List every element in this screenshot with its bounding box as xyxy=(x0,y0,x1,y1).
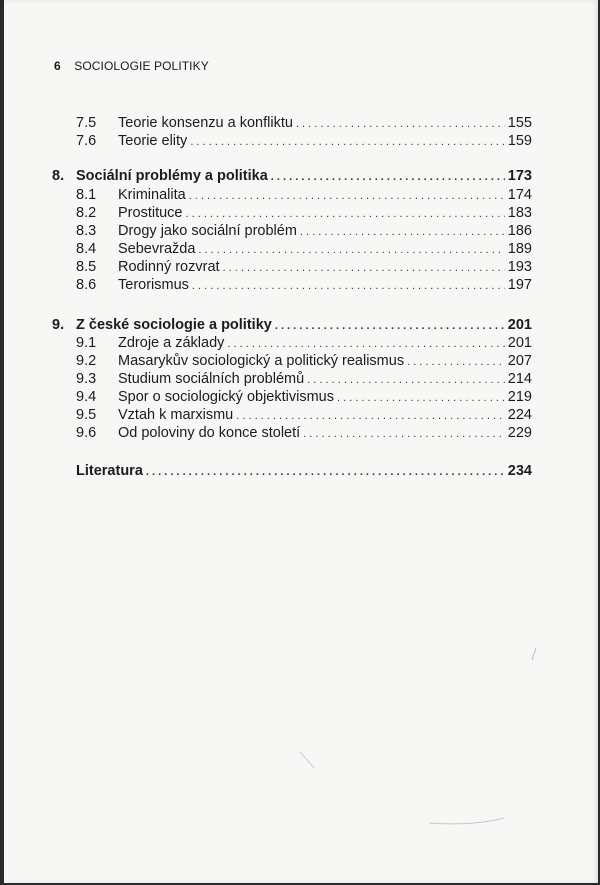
toc-entry-title: Od poloviny do konce století xyxy=(118,425,301,441)
toc-entry-number: 9.4 xyxy=(76,389,97,405)
toc-entry-number: 8.1 xyxy=(76,187,97,203)
toc-entry-number: 8.2 xyxy=(76,205,97,221)
toc-entry-number: 9.1 xyxy=(76,335,97,351)
toc-entry-page: 189 xyxy=(507,241,532,257)
page-scuff-marks xyxy=(4,0,598,883)
toc-entry-page: 214 xyxy=(507,371,532,387)
toc-entry-page: 224 xyxy=(507,407,532,423)
toc-entry-title: Studium sociálních problémů xyxy=(118,371,305,387)
book-page xyxy=(4,0,598,883)
toc-entry-number: 8.6 xyxy=(76,277,97,293)
toc-entry-title: Kriminalita xyxy=(118,187,186,203)
toc-entry-page: 174 xyxy=(507,187,532,203)
toc-entry-title: Drogy jako sociální problém xyxy=(118,223,297,239)
toc-entry-number: 9.2 xyxy=(76,353,97,369)
toc-chapter-page: 173 xyxy=(507,168,532,184)
toc-entry-number: 7.6 xyxy=(76,133,97,149)
toc-entry-title: Masarykův sociologický a politický realismus xyxy=(118,353,405,369)
toc-entry-title: Rodinný rozvrat xyxy=(118,259,220,275)
header-page-number: 6 xyxy=(54,59,61,73)
toc-entry-title: Teorie elity xyxy=(118,133,188,149)
toc-chapter-title: Sociální problémy a politika xyxy=(76,168,268,184)
toc-chapter-title: Z české sociologie a politiky xyxy=(76,317,272,333)
toc-entry-title: Zdroje a základy xyxy=(118,335,225,351)
toc-entry-title: Terorismus xyxy=(118,277,189,293)
toc-entry-page: 186 xyxy=(507,223,532,239)
toc-entry-title: Vztah k marxismu xyxy=(118,407,234,423)
toc-entry-title: Teorie konsenzu a konfliktu xyxy=(118,115,293,131)
toc-entry-page: 183 xyxy=(507,205,532,221)
toc-entry-number: 8.3 xyxy=(76,223,97,239)
toc-entry-number: 9.3 xyxy=(76,371,97,387)
toc-entry-title: Prostituce xyxy=(118,205,183,221)
toc-entry-page: 207 xyxy=(507,353,532,369)
toc-chapter-number: 8. xyxy=(52,168,65,184)
toc-entry-number: 8.5 xyxy=(76,259,97,275)
toc-entry-page: 229 xyxy=(507,425,532,441)
toc-chapter-number: 9. xyxy=(52,317,65,333)
toc-chapter-page: 234 xyxy=(507,463,532,479)
toc-entry-title: Spor o sociologický objektivismus xyxy=(118,389,334,405)
toc-entry-page: 197 xyxy=(507,277,532,293)
toc-chapter-title: Literatura xyxy=(76,463,143,479)
toc-entry-number: 7.5 xyxy=(76,115,97,131)
toc-entry-page: 155 xyxy=(507,115,532,131)
toc-entry-page: 201 xyxy=(507,335,532,351)
toc-chapter-page: 201 xyxy=(507,317,532,333)
toc-entry-title: Sebevražda xyxy=(118,241,196,257)
toc-entry-page: 219 xyxy=(507,389,532,405)
toc-entry-page: 193 xyxy=(507,259,532,275)
toc-entry-number: 9.5 xyxy=(76,407,97,423)
toc-entry-page: 159 xyxy=(507,133,532,149)
header-title: SOCIOLOGIE POLITIKY xyxy=(74,59,209,73)
toc-entry-number: 9.6 xyxy=(76,425,97,441)
toc-entry-number: 8.4 xyxy=(76,241,97,257)
